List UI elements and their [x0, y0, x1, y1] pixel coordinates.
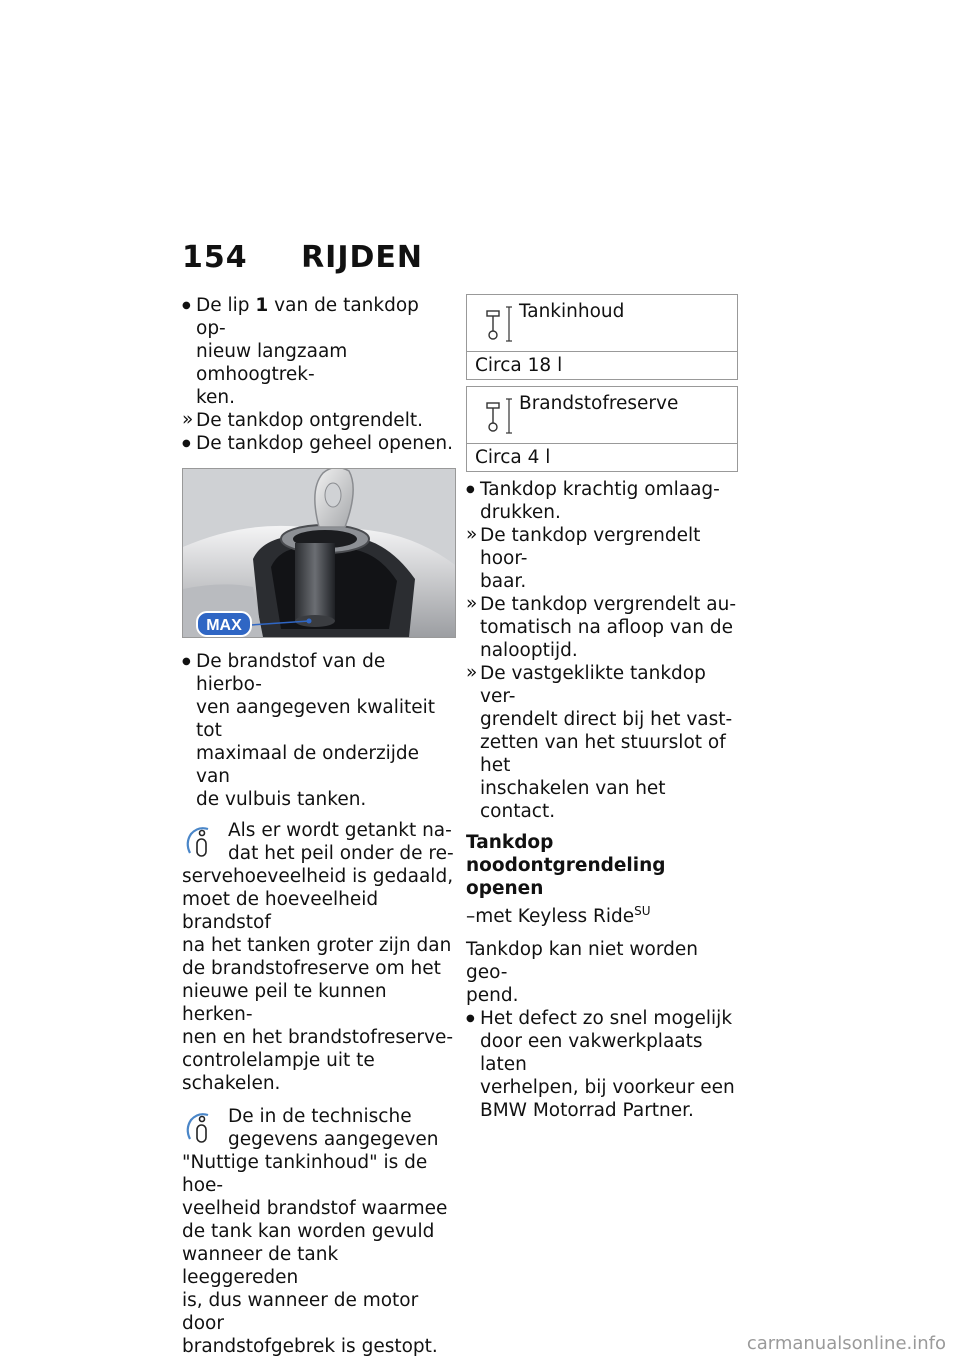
page-header — [182, 240, 423, 275]
info-note-1: Als er wordt getankt na- dat het peil onder de re- servehoeveelheid is gedaald, moet de hoeveelheid brandstof na het tanken groter zijn dan de brandstofreserve om het nieuwe peil te kunnen herken- nen en het brandstofreserve- controlelampje uit te schakelen. — [182, 820, 454, 1094]
result-3: » De tankdop vergrendelt au- tomatisch na afloop van de nalooptijd. — [466, 593, 738, 662]
result-4: » De vastgeklikte tankdop ver- grendelt direct bij het vast- zetten van het stuurslot of het inschakelen van het contact. — [466, 662, 738, 823]
max-label: MAX — [206, 617, 242, 634]
step-3: ● De brandstof van de hierbo- ven aangegeven kwaliteit tot maximaal de onderzijde van de vulbuis tanken. — [182, 650, 454, 811]
spec-label: Tankinhoud — [519, 301, 625, 322]
spec-value: Circa 18 l — [475, 355, 563, 376]
watermark: carmanualsonline.info — [746, 1333, 946, 1354]
info-note-2: De in de technische gegevens aangegeven "Nuttige tankinhoud" is de hoe- veelheid brandstof waarmee de tank kan worden gevuld wanneer de tank leeggereden is, dus wanneer de motor door brandstofgebrek is gestopt. — [182, 1106, 448, 1357]
right-column — [466, 294, 738, 1122]
step-2: ● De tankdop geheel openen. — [182, 432, 454, 455]
equipment-note: –met Keyless Ride$^{SU}$ — [466, 904, 651, 928]
step-4: ● Tankdop krachtig omlaag- drukken. — [466, 478, 738, 524]
page-number: 154 — [182, 240, 248, 275]
fault-description: Tankdop kan niet worden geo- pend. — [466, 939, 698, 1007]
fuel-filler-figure — [182, 468, 456, 638]
result-1: » De tankdop ontgrendelt. — [182, 409, 454, 432]
fuel-filler-illustration — [183, 469, 455, 637]
spec-label: Brandstofreserve — [519, 393, 679, 414]
left-column — [182, 294, 454, 1358]
info-icon — [182, 1109, 220, 1147]
spec-table-fuel-reserve — [466, 386, 738, 472]
spec-table-tank-capacity — [466, 294, 738, 380]
info-icon — [182, 823, 220, 861]
section-title: RIJDEN — [301, 240, 424, 275]
result-2: » De tankdop vergrendelt hoor- baar. — [466, 524, 738, 593]
callout-1: 1 — [255, 295, 269, 316]
section-heading: Tankdop noodontgrendeling openen — [466, 832, 666, 899]
equipment-code: SU — [634, 904, 651, 918]
step-5: ● Het defect zo snel mogelijk door een vakwerkplaats laten verhelpen, bij voorkeur een BMW Motorrad Partner. — [466, 1007, 738, 1122]
spec-value: Circa 4 l — [475, 447, 551, 468]
step-1: ● De lip 1 van de tankdop op- nieuw langzaam omhoogtrek- ken. — [182, 294, 454, 409]
